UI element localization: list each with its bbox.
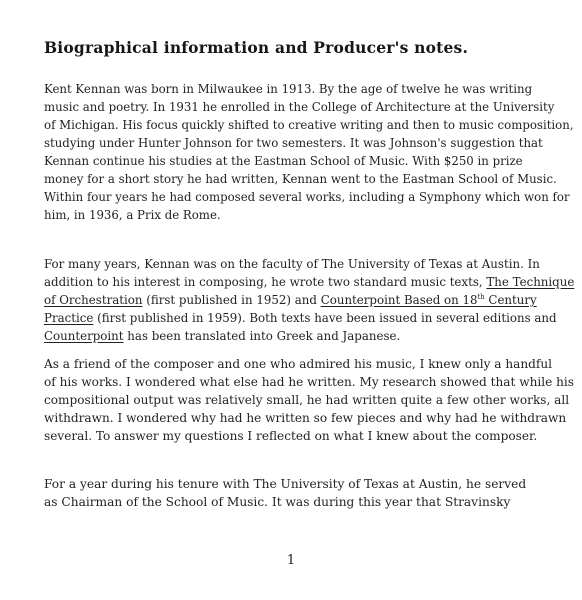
page-heading: Biographical information and Producer's notes. xyxy=(44,38,469,57)
text-line: him, in 1936, a Prix de Rome. xyxy=(44,208,221,222)
text-line: of Michigan. His focus quickly shifted to creative writing and then to music composition, xyxy=(44,118,574,132)
ordinal-superscript: th xyxy=(477,292,485,301)
text-line: as Chairman of the School of Music. It was during this year that Stravinsky xyxy=(44,495,511,509)
page-number: 1 xyxy=(286,553,296,568)
text-segment: Counterpoint Based on 18 xyxy=(320,293,478,307)
text-line: Kennan continue his studies at the Eastman School of Music. With $250 in prize xyxy=(44,154,523,168)
text-segment: (first published in 1959). Both texts have been issued in several editions and xyxy=(93,311,557,325)
paragraph-biography xyxy=(44,80,582,224)
book-title-orchestration: of Orchestration xyxy=(44,293,143,307)
text-line: compositional output was relatively small, he had written quite a few other works, all xyxy=(44,393,570,407)
text-line xyxy=(44,309,574,327)
book-title-counterpoint-short: Counterpoint xyxy=(44,329,124,343)
text-segment: (first published in 1952) and xyxy=(142,293,321,307)
text-line: For a year during his tenure with The University of Texas at Austin, he served xyxy=(44,477,527,491)
text-segment: addition to his interest in composing, he wrote two standard music texts, xyxy=(44,275,487,289)
text-line xyxy=(44,273,574,291)
text-segment: Century xyxy=(484,293,537,307)
text-line: studying under Hunter Johnson for two semesters. It was Johnson's suggestion that xyxy=(44,136,543,150)
text-line: money for a short story he had written, Kennan went to the Eastman School of Music. xyxy=(44,172,557,186)
text-line: withdrawn. I wondered why had he written so few pieces and why had he withdrawn xyxy=(44,411,567,425)
text-line xyxy=(44,327,574,345)
text-line: music and poetry. In 1931 he enrolled in the College of Architecture at the University xyxy=(44,100,555,114)
paragraph-producer-notes xyxy=(44,355,578,445)
text-line: of his works. I wondered what else had he written. My research showed that while his xyxy=(44,375,574,389)
paragraph-chairman xyxy=(44,475,526,511)
text-line: As a friend of the composer and one who admired his music, I knew only a handful xyxy=(44,357,553,371)
book-title-counterpoint xyxy=(321,293,537,307)
text-line xyxy=(44,291,574,309)
text-line: For many years, Kennan was on the faculty of The University of Texas at Austin. In xyxy=(44,257,540,271)
book-title-orchestration: The Technique xyxy=(486,275,575,289)
text-line: Within four years he had composed several works, including a Symphony which won for xyxy=(44,190,570,204)
text-line: several. To answer my questions I reflected on what I knew about the composer. xyxy=(44,429,538,443)
text-line: Kent Kennan was born in Milwaukee in 1913. By the age of twelve he was writing xyxy=(44,82,533,96)
book-title-counterpoint: Practice xyxy=(44,311,94,325)
paragraph-faculty xyxy=(44,255,582,345)
text-segment: has been translated into Greek and Japanese. xyxy=(123,329,401,343)
